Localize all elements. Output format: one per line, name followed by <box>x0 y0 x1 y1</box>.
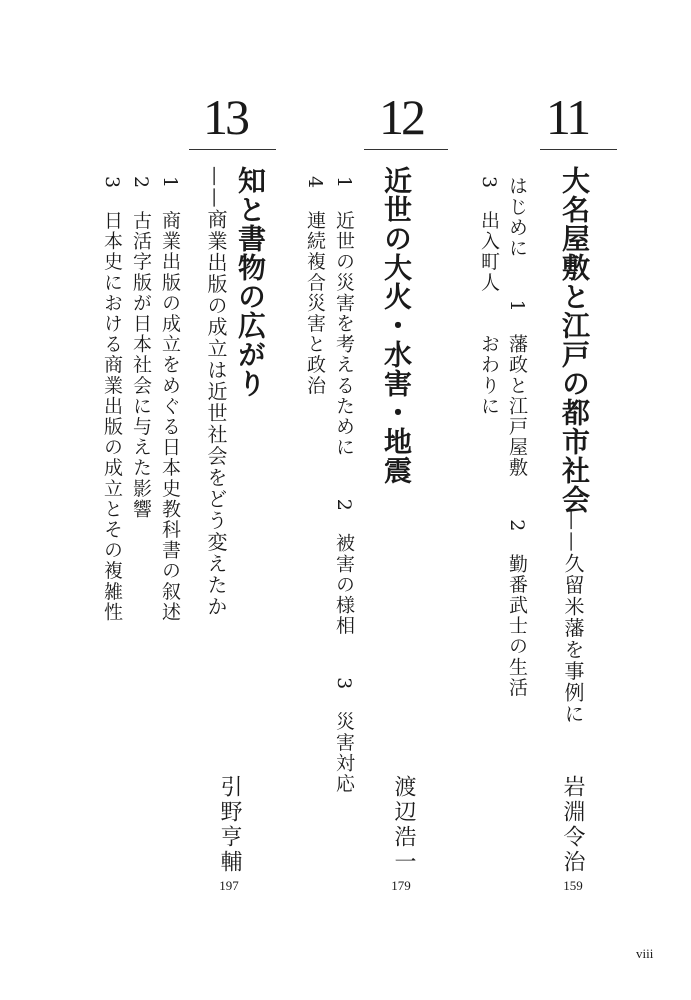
author-name: 渡辺浩一 <box>391 775 416 875</box>
page-number: 197 <box>219 878 239 893</box>
page-number: 159 <box>563 878 583 893</box>
section-line: はじめに 1 藩政と江戸屋敷 2 勤番武士の生活 <box>506 176 528 698</box>
chapter-number: 11 <box>545 89 589 145</box>
folio-number: viii <box>636 946 654 961</box>
chapter-title: 近世の大火・水害・地震 <box>380 166 413 485</box>
chapter-subtitle: ——商業出版の成立は近世社会をどう変えたか <box>204 166 228 618</box>
section-line: 4 連続複合災害と政治 <box>304 176 326 396</box>
chapter-rule <box>189 149 276 150</box>
section-line: 3 出入町人 おわりに <box>478 176 500 417</box>
section-line: 2 古活字版が日本社会に与えた影響 <box>130 176 152 520</box>
chapter-title: 大名屋敷と江戸の都市社会 <box>558 166 591 514</box>
chapter-rule <box>540 149 617 150</box>
chapter-number: 13 <box>203 89 247 145</box>
section-line: 3 日本史における商業出版の成立とその複雑性 <box>101 176 123 623</box>
section-line: 1 商業出版の成立をめぐる日本史教科書の叙述 <box>159 176 181 623</box>
author-name: 引野亨輔 <box>217 775 242 875</box>
section-line: 1 近世の災害を考えるために 2 被害の様相 3 災害対応 <box>333 176 355 794</box>
chapter-number: 12 <box>379 89 423 145</box>
author-name: 岩淵令治 <box>560 775 585 875</box>
chapter-rule <box>364 149 448 150</box>
page-number: 179 <box>391 878 411 893</box>
chapter-subtitle: ——久留米藩を事例に <box>561 510 585 725</box>
chapter-title: 知と書物の広がり <box>234 166 267 398</box>
